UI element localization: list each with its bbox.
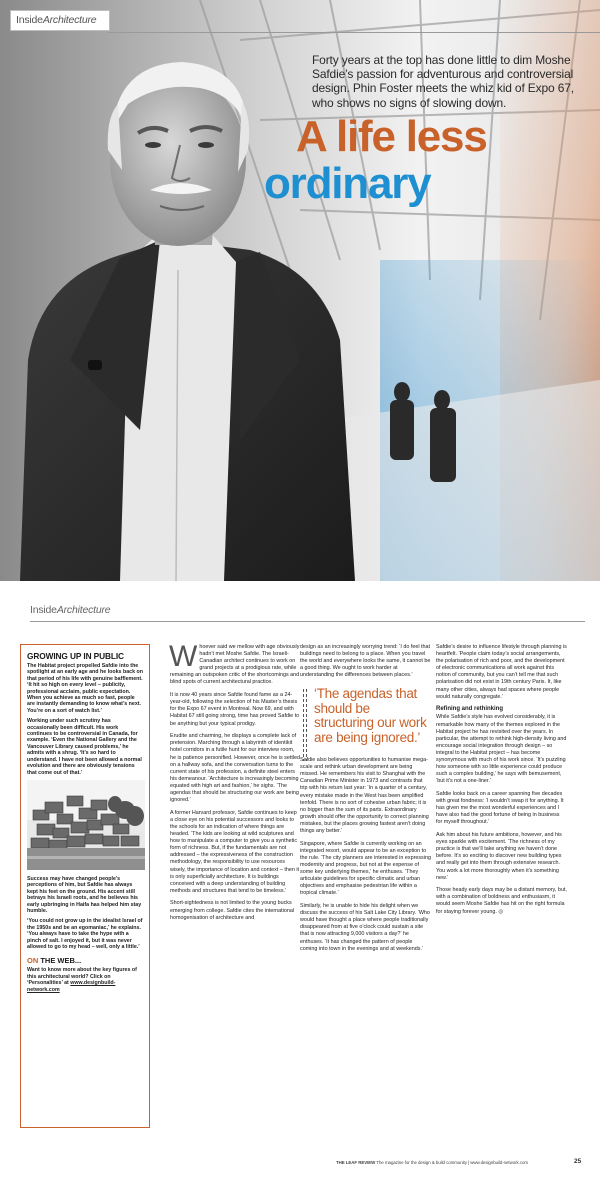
- sidebar-paragraph: Working under such scrutiny has occasionally been difficult. His work continues to be controversial in Canada, for example. ‘Even the National Gallery and the Vancouver Library caused problems,’ he admits with a shrug. ‘It’s so hard to understand. I have not been allowed a normal evolution and there are obviously tensions that come out of that.’: [27, 718, 142, 776]
- article-paragraph: Erudite and charming, he displays a complete lack of pretension. Marching through a labyrinth of identikit hotel corridors in a futile hunt for our interview room, he is patience personified. However, once he is settled on a hallway sofa, and the conversation turns to the current state of his profession, a definite steel enters his demeanour. ‘Architecture is increasingly becoming equated with high art and fashion,’ he sighs. ‘The agendas that should be structuring our work are being ignored.’: [170, 733, 301, 804]
- article-paragraph: design as an increasingly worrying trend: ‘I do feel that buildings need to belong to a place. When you travel the world and everywhere looks the same, it cannot be a good thing. We ought to work harder at understanding the differences between places.’: [300, 644, 431, 679]
- article-column-2: [300, 644, 431, 958]
- standfirst: Forty years at the top has done little to dim Moshe Safdie’s passion for adventurous and controversial design. Phin Foster meets the whiz kid of Expo 67, who shows no signs of slowing down.: [312, 53, 574, 110]
- habitat-67-photo: [27, 780, 145, 870]
- section-tag: [30, 604, 110, 616]
- headline-line-1: A life less: [296, 112, 487, 161]
- section-tag-prefix: Inside: [30, 604, 57, 616]
- article-paragraph: [169, 640, 301, 687]
- paragraph-text: hoever said we mellow with age obviously hadn’t met Moshe Safdie. The Israeli-Canadian architect continues to work on grand projects at a prodigious rate, while remaining an outspoken critic of the shortcomings and blind spots of current architectural practice.: [170, 644, 300, 686]
- article-column-1: [169, 640, 301, 927]
- sidebar-paragraph: ‘You could not grow up in the idealist Israel of the 1950s and be an egomaniac,’ he explains. ‘You always have to take the hype with a pinch of salt. I enjoyed it, but it was never allowed to go to my head – well, only a little.’: [27, 918, 143, 950]
- pull-quote-bar: [302, 689, 308, 761]
- on-the-web-text: [27, 967, 143, 993]
- header-rule: [30, 621, 585, 622]
- page-number: 25: [574, 1158, 582, 1165]
- pull-quote-text: ‘The agendas that should be structuring our work are being ignored.’: [314, 686, 427, 745]
- article-paragraph: Safdie looks back on a career spanning five decades with great fondness: ‘I wouldn’t swap it for anything. It has given me the most wonderful experiences and I have also had the good fortune of being in business for myself throughout.’: [436, 790, 564, 826]
- article-paragraph: Singapore, where Safdie is currently working on an integrated resort, would appear to be an exception to the rule. ‘The city planners are interested in expressing modernity and progress, but not at the expense of some key underlying themes,’ he enthuses. ‘They articulate guidelines for specific climatic and urban objectives and emphasise pedestrian life within a tropical climate.’: [300, 840, 431, 897]
- footer-text: The magazine for the design & build community | www.designbuild-network.com: [375, 1160, 528, 1165]
- section-tag: [10, 10, 110, 31]
- article-paragraph: Safdie also believes opportunities to humanise mega-scale and rethink urban development are being missed. He remembers his visit to Shanghai with the Canadian Prime Minister in 1973 and contrasts that trip with his return last year: ‘In a quarter of a century, every mistake made in the West has been amplified tenfold. There is no sort of cohesive urban fabric; it is no bigger than the sum of its parts. Extraordinary growth should offer the opportunity to correct planning mistakes, but the places growing fastest aren’t doing things any better.’: [300, 757, 429, 835]
- subheading: Refining and rethinking: [436, 706, 503, 713]
- section-tag-prefix: Inside: [16, 14, 43, 26]
- section-tag-suffix: Architecture: [42, 14, 97, 26]
- drop-cap: W: [169, 640, 198, 673]
- website-link[interactable]: www.designbuild-network.com: [27, 980, 116, 993]
- header-rule: [108, 32, 600, 33]
- page-footer: [336, 1160, 568, 1165]
- article-paragraph: Those heady early days may be a distant memory, but, with a combination of boldness and enthusiasm, it would seem Moshe Safdie has hit on the right formula for staying forever young. ◎: [436, 887, 567, 915]
- article-paragraph: It is now 40 years since Safdie found fame as a 24-year-old, following the selection of his Master’s thesis for the Expo 67 event in Montreal. Now 69, and with Habitat 67 still going strong, time has proved Safdie to be anything but your typical prodigy.: [170, 692, 300, 727]
- section-tag-suffix: Architecture: [56, 604, 111, 616]
- sidebar-paragraph: The Habitat project propelled Safdie into the spotlight at an early age and he looks back on that period of his life with genuine bafflement. ‘It hit so high on every level – publicity, professional acclaim, public expectation. When you achieve as much so fast, people are instantly demanding to know what’s next. You’re on a sort of watch list.’: [27, 663, 143, 714]
- article-paragraph: Safdie’s desire to influence lifestyle through planning is heartfelt. ‘People claim today’s social arrangements, the polarisation of rich and poor, and the development of electronic communications all work against this notion of community, but you can’t tell me that such polarisation did not exist in 19th century Paris. It, like many other cities, always had spaces where people would naturally congregate.’: [436, 644, 567, 700]
- article-paragraph: A former Harvard professor, Safdie continues to keep a close eye on his potential successors and looks to the schools for an indication of where things are headed. ‘The kids are looking at wild sculptures and how to manipulate a computer to give you a synthetic form of richness. But, if the fundamentals are not addressed – the expressiveness of the construction methodology, the responsibility to use resources wisely, the importance of location and context – then it is only superficially architecture. It is buildings conceived with a deep understanding of building methods and structures that tend to be timeless.’: [170, 809, 300, 894]
- footer-brand: THE LEAF REVIEW: [336, 1160, 376, 1165]
- on-the-web-on: ON: [27, 956, 39, 966]
- article-paragraph: Ask him about his future ambitions, however, and his eyes sparkle with excitement. ‘The richness of my practice is that we’ll take anything we haven’t done before. It’s so exciting to discover new building types and really get into them through extensive research. You work a lot more thoroughly when it’s something new.’: [436, 832, 562, 881]
- on-the-web-rest: THE WEB...: [38, 956, 82, 966]
- article-paragraph: Similarly, he is unable to hide his delight when we discuss the success of his Salt Lake City Library. ‘Who would have thought a place where people traditionally disappeared from at five o’clock could sustain a site that is now attracting 9,000 visitors a day?’ he enthuses. ‘It has changed the pattern of people coming into town in the evenings and at weekends.’: [300, 903, 430, 952]
- article-column-3: [436, 644, 567, 921]
- feature-opening-page: [0, 0, 600, 581]
- article-paragraph: Short-sightedness is not limited to the young bucks emerging from college. Safdie cites the international homogenisation of architecture and: [170, 900, 295, 921]
- headline: [264, 112, 596, 209]
- article-paragraph: While Safdie’s style has evolved considerably, it is remarkable how many of the themes explored in the Habitat project he has revisited over the years. In particular, the attempt to rethink high-density living and encourage social integration through design – so integral to the Habitat project – has become synonymous with much of his work since. ‘It’s puzzling how someone with so little experience could produce such a complex building,’ he says with bemusement, ‘but it’s not a one-liner.’: [436, 714, 567, 785]
- on-the-web-body: Want to know more about the key figures of this architectural world? Click on ‘Personalities’ at: [27, 967, 137, 987]
- on-the-web-heading: [27, 956, 143, 965]
- feature-text-page: [0, 596, 600, 1179]
- pull-quote: [300, 687, 431, 745]
- sidebar-box: [20, 644, 150, 1128]
- sidebar-title: GROWING UP IN PUBLIC: [27, 651, 124, 661]
- headline-line-2: ordinary: [264, 159, 431, 208]
- sidebar-paragraph: Success may have changed people’s perceptions of him, but Safdie has always kept his feet on the ground. His accent still betrays his Israeli roots, and he believes his early upbringing in Haifa has helped him stay humble.: [27, 875, 142, 914]
